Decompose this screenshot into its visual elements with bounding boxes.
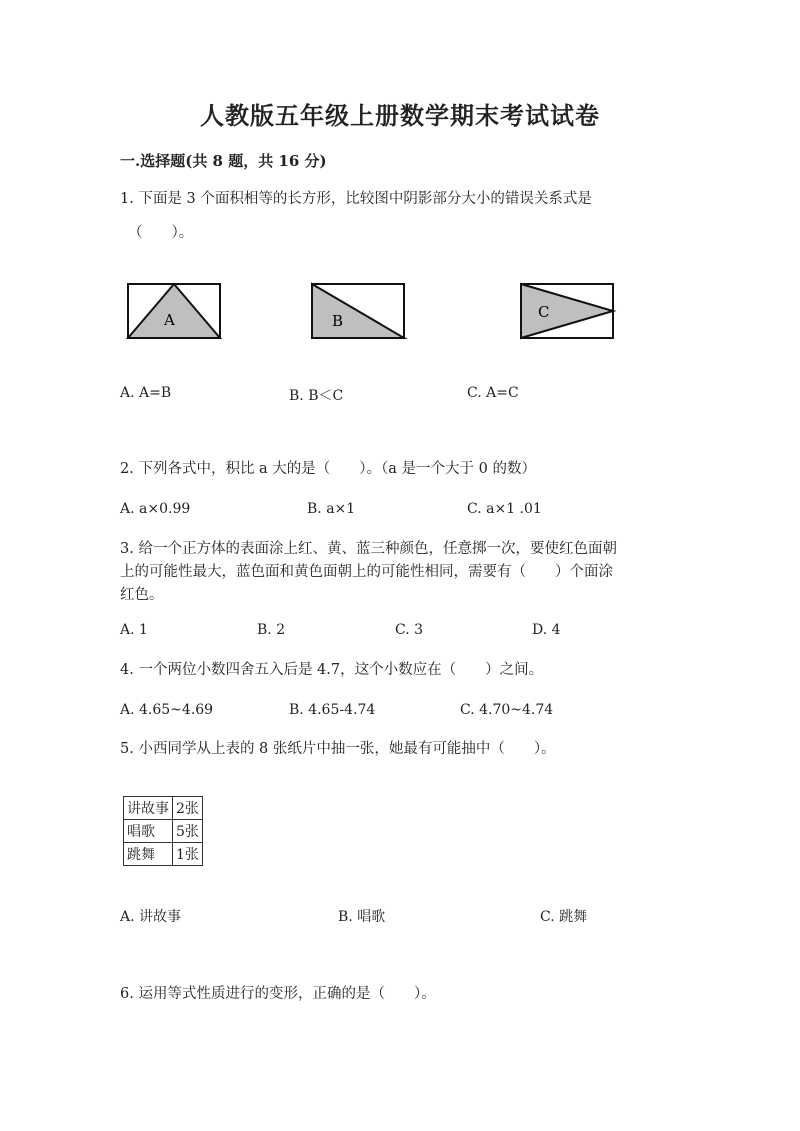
section-heading: 一.选择题(共 8 题，共 16 分) [120, 152, 327, 170]
table-cell-activity: 跳舞 [124, 843, 173, 866]
question-3-option-c[interactable]: C. 3 [395, 622, 424, 638]
figure-a-label: A [164, 311, 175, 329]
table-cell-count: 5张 [173, 820, 203, 843]
figure-c [521, 284, 613, 338]
table-cell-count: 2张 [173, 797, 203, 820]
question-5-card-table [123, 796, 203, 866]
table-cell-count: 1张 [173, 843, 203, 866]
table-row [124, 843, 203, 866]
figure-a [128, 284, 220, 338]
table-cell-activity: 唱歌 [124, 820, 173, 843]
question-1-line-1: 1. 下面是 3 个面积相等的长方形，比较图中阴影部分大小的错误关系式是 [120, 191, 592, 207]
question-3-line-3: 红色。 [120, 587, 164, 603]
question-1-option-b[interactable]: B. B＜C [289, 388, 344, 404]
question-3-option-a[interactable]: A. 1 [120, 622, 148, 638]
question-4-option-c[interactable]: C. 4.70~4.74 [460, 702, 554, 718]
question-5-option-a[interactable]: A. 讲故事 [120, 909, 182, 925]
table-row [124, 797, 203, 820]
table-cell-activity: 讲故事 [124, 797, 173, 820]
question-2-option-c[interactable]: C. a×1 .01 [467, 501, 542, 517]
question-1-line-2: （ ）。 [128, 225, 194, 241]
question-3-option-d[interactable]: D. 4 [532, 622, 561, 638]
question-4-option-a[interactable]: A. 4.65~4.69 [120, 702, 214, 718]
figure-b [312, 284, 404, 338]
figure-b-label: B [332, 312, 344, 330]
figure-c-label: C [538, 303, 550, 321]
question-1-figures [120, 280, 630, 345]
question-1-option-a[interactable]: A. A=B [120, 385, 172, 401]
question-2-text: 2. 下列各式中，积比 a 大的是（ ）。（a 是一个大于 0 的数） [120, 461, 537, 477]
question-3-option-b[interactable]: B. 2 [257, 622, 286, 638]
page-title: 人教版五年级上册数学期末考试试卷 [200, 101, 600, 130]
question-3-line-1: 3. 给一个正方体的表面涂上红、黄、蓝三种颜色，任意掷一次，要使红色面朝 [120, 541, 617, 557]
question-5-option-b[interactable]: B. 唱歌 [338, 909, 386, 925]
question-4-text: 4. 一个两位小数四舍五入后是 4.7，这个小数应在（ ）之间。 [120, 662, 544, 678]
question-1-option-c[interactable]: C. A=C [467, 385, 519, 401]
question-2-option-b[interactable]: B. a×1 [307, 501, 356, 517]
question-6-text: 6. 运用等式性质进行的变形，正确的是（ ）。 [120, 986, 436, 1002]
table-row [124, 820, 203, 843]
question-3-line-2: 上的可能性最大，蓝色面和黄色面朝上的可能性相同，需要有（ ）个面涂 [120, 564, 613, 580]
question-5-text: 5. 小西同学从上表的 8 张纸片中抽一张，她最有可能抽中（ ）。 [120, 741, 556, 757]
question-2-option-a[interactable]: A. a×0.99 [120, 501, 191, 517]
question-5-option-c[interactable]: C. 跳舞 [540, 909, 588, 925]
question-4-option-b[interactable]: B. 4.65-4.74 [289, 702, 376, 718]
